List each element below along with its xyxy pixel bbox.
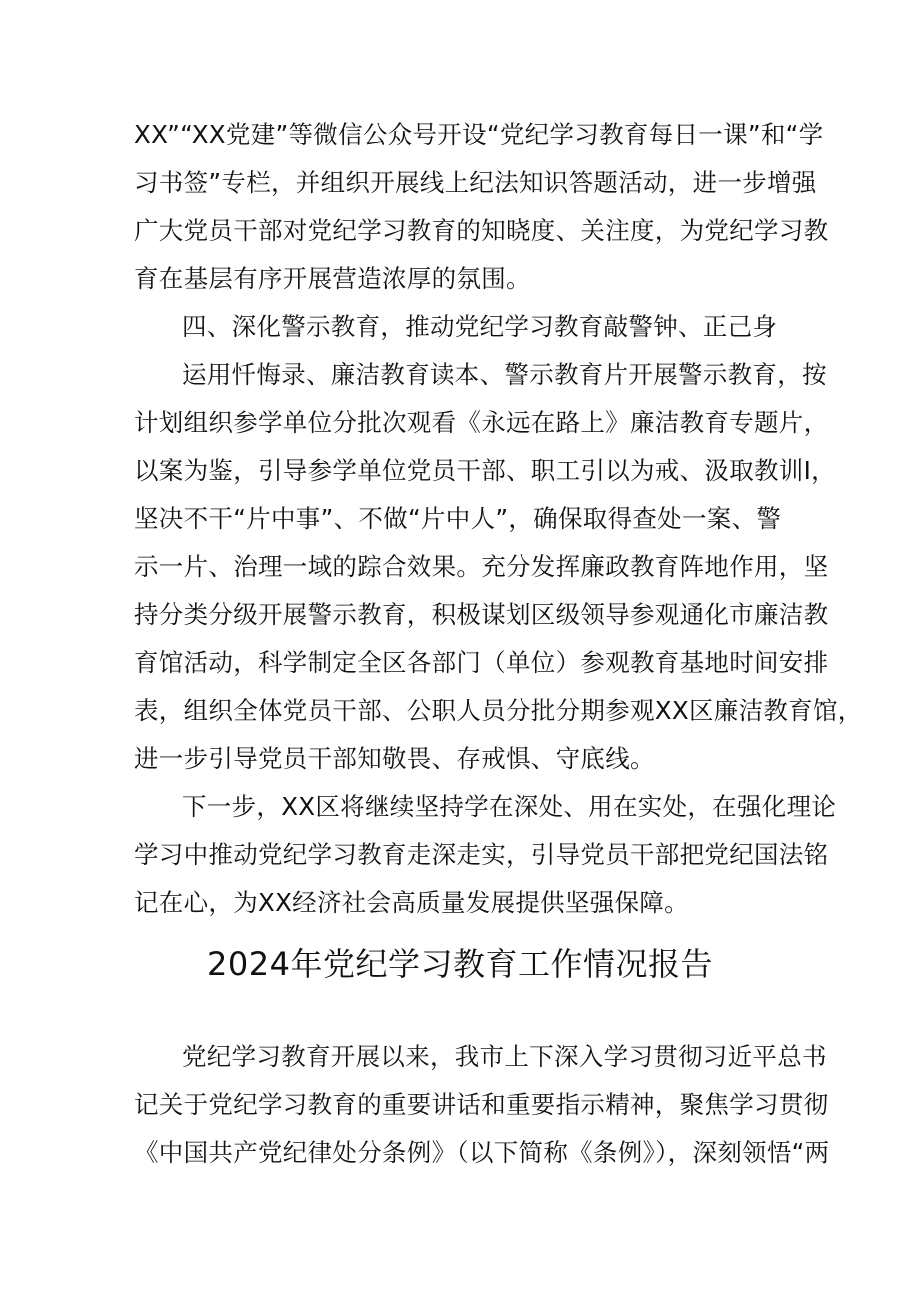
- paragraph-line: 《中国共产党纪律处分条例》（以下简称《条例》），深刻领悟“两: [134, 1138, 830, 1167]
- paragraph-line: 坚决不干“片中事”、不做“片中人”，确保取得查处一案、警: [134, 504, 782, 533]
- paragraph-line: 育馆活动，科学制定全区各部门（单位）参观教育基地时间安排: [134, 648, 829, 677]
- paragraph-line: 下一步，XX区将继续坚持学在深处、用在实处，在强化理论: [182, 792, 837, 821]
- paragraph-line: 记关于党纪学习教育的重要讲话和重要指示精神，聚焦学习贯彻: [134, 1090, 829, 1119]
- paragraph-line: 进一步引导党员干部知敬畏、存戒惧、守底线。: [134, 744, 655, 773]
- report-title: 2024年党纪学习教育工作情况报告: [207, 945, 713, 983]
- section-heading: 四、深化警示教育，推动党纪学习教育敲警钟、正己身: [182, 312, 778, 341]
- paragraph-line: 育在基层有序开展营造浓厚的氛围。: [134, 264, 531, 293]
- paragraph-line: 广大党员干部对党纪学习教育的知晓度、关注度，为党纪学习教: [134, 216, 829, 245]
- paragraph-line: 以案为鉴，引导参学单位党员干部、职工引以为戒、汲取教训I，: [134, 456, 836, 485]
- paragraph-line: 运用忏悔录、廉洁教育读本、警示教育片开展警示教育，按: [182, 360, 827, 389]
- paragraph-line: 持分类分级开展警示教育，积极谋划区级领导参观通化市廉洁教: [134, 600, 829, 629]
- paragraph-line: 示一片、治理一域的踪合效果。充分发挥廉政教育阵地作用，坚: [134, 552, 829, 581]
- paragraph-line: 计划组织参学单位分批次观看《永远在路上》廉洁教育专题片，: [134, 408, 829, 437]
- paragraph-line: 习书签”专栏，并组织开展线上纪法知识答题活动，进一步增强: [134, 168, 817, 197]
- paragraph-line: 表，组织全体党员干部、公职人员分批分期参观XX区廉洁教育馆，: [134, 696, 863, 725]
- paragraph-line: XX”“XX党建”等微信公众号开设“党纪学习教育每日一课”和“学: [134, 120, 824, 149]
- paragraph-line: 记在心，为XX经济社会高质量发展提供坚强保障。: [134, 888, 689, 917]
- paragraph-line: 党纪学习教育开展以来，我市上下深入学习贯彻习近平总书: [182, 1042, 827, 1071]
- paragraph-line: 学习中推动党纪学习教育走深走实，引导党员干部把党纪国法铭: [134, 840, 829, 869]
